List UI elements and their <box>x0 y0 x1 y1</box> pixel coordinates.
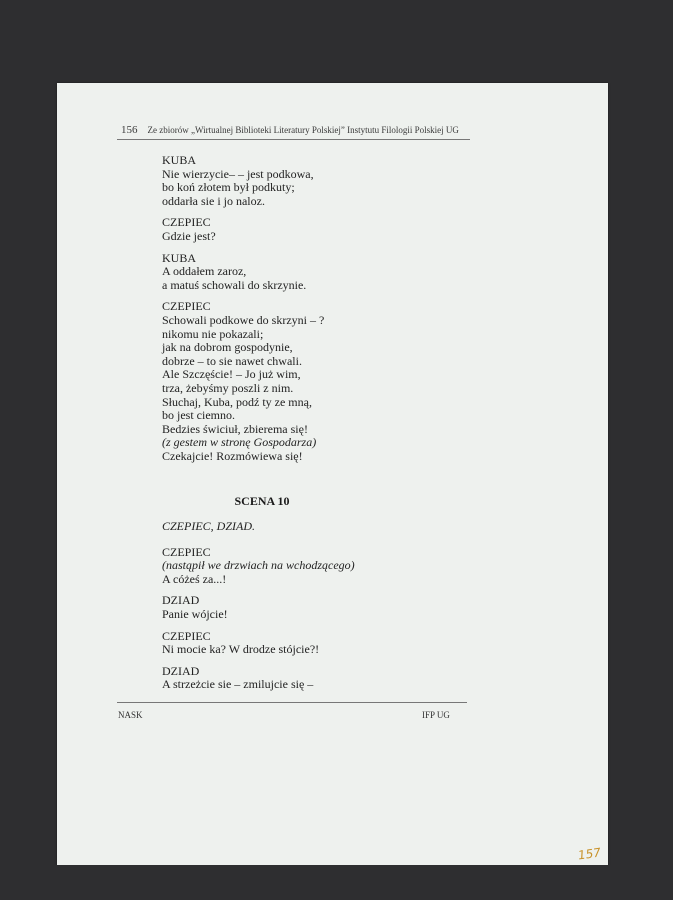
speaker-name: CZEPIEC <box>162 544 211 559</box>
speaker-name: KUBA <box>162 153 197 167</box>
speech-line: A strzeżcie sie – zmilujcie się – <box>162 677 314 692</box>
speech-line: nikomu nie pokazali; <box>162 326 264 341</box>
speech-block <box>162 300 482 463</box>
speech-block <box>162 216 482 243</box>
speech-line: jak na dobrom gospodynie, <box>162 340 293 355</box>
speaker-name: CZEPIEC <box>162 215 211 230</box>
speech-line: trza, żebyśmy poszli z nim. <box>162 380 294 395</box>
speech-line: A cóżeś za...! <box>162 571 227 586</box>
scene-title: SCENA 10 <box>234 494 290 508</box>
speech-line: Bedzies świciuł, zbierema się! <box>162 421 308 436</box>
speech-line: Gdzie jest? <box>162 228 216 243</box>
document-page <box>57 83 608 865</box>
speaker-name: DZIAD <box>162 593 200 608</box>
speech-line: Schowali podkowe do skrzyni – ? <box>162 312 325 327</box>
speech-block <box>162 665 482 692</box>
speech-block <box>162 630 482 657</box>
speech-line: Ale Szczęście! – Jo już wim, <box>162 367 301 382</box>
speech-line: Ni mocie ka? W drodze stójcie?! <box>162 642 320 657</box>
speech-block <box>162 546 482 587</box>
speech-line: a matuś schowali do skrzynie. <box>162 277 307 292</box>
speech-line: Czekajcie! Rozmówiewa się! <box>162 448 303 463</box>
scene-characters: CZEPIEC, DZIAD. <box>162 519 255 533</box>
speech-block <box>162 252 482 293</box>
speech-line: bo jest ciemno. <box>162 408 235 423</box>
header-rule <box>117 139 470 140</box>
stage-direction: (z gestem w stronę Gospodarza) <box>162 435 317 450</box>
speech-line: dobrze – to sie nawet chwali. <box>162 353 302 368</box>
speaker-name: CZEPIEC <box>162 299 211 314</box>
scene-characters-block <box>162 520 482 534</box>
speech-line: Słuchaj, Kuba, podź ty ze mną, <box>162 394 312 409</box>
speaker-name: DZIAD <box>162 663 200 678</box>
stage-direction: (nastąpił we drzwiach na wchodzącego) <box>162 558 355 573</box>
dialogue-top <box>162 154 482 471</box>
footer-right: IFP UG <box>422 710 450 720</box>
running-header <box>121 124 471 136</box>
footer-rule <box>117 702 467 703</box>
speech-line: Panie wójcie! <box>162 606 228 621</box>
speech-block <box>162 594 482 621</box>
speech-line: bo koń złotem był podkuty; <box>162 180 295 195</box>
speaker-name: CZEPIEC <box>162 628 211 643</box>
dialogue-bottom <box>162 520 482 700</box>
page-number: 156 <box>121 124 138 136</box>
speech-block <box>162 154 482 208</box>
scan-background <box>0 865 673 900</box>
running-title: Ze zbiorów „Wirtualnej Biblioteki Literatury Polskiej” Instytutu Filologii Polskiej UG <box>147 125 459 135</box>
speaker-name: KUBA <box>162 250 197 265</box>
speech-line: oddarła sie i jo naloz. <box>162 193 265 208</box>
speech-line: A oddałem zaroz, <box>162 264 247 279</box>
footer-left: NASK <box>118 710 143 720</box>
speech-line: Nie wierzycie– – jest podkowa, <box>162 166 314 181</box>
pencil-page-note: 157 <box>577 845 602 863</box>
